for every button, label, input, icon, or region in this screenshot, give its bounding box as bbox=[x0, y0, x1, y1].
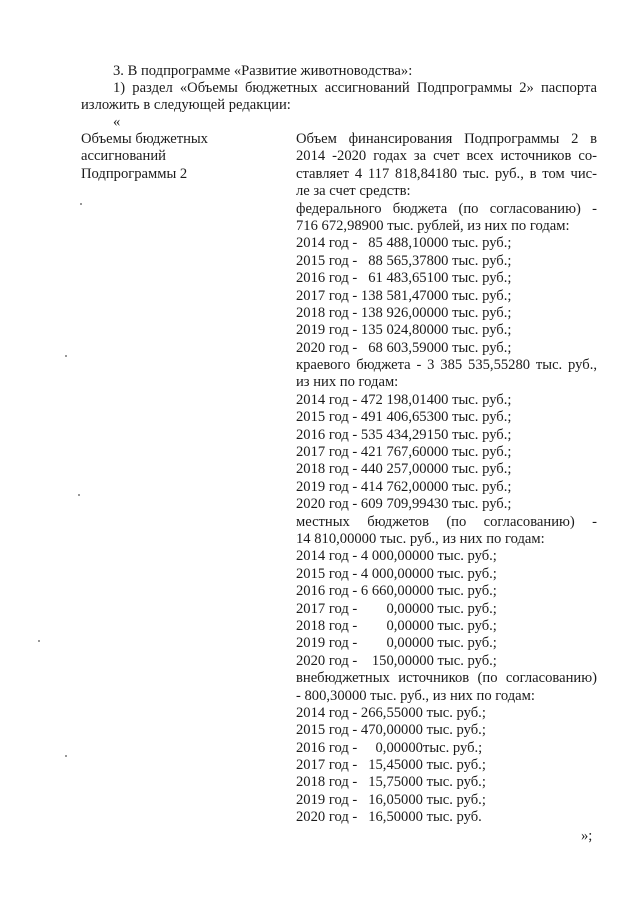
financing-line: федерального бюджета (по согласованию) - bbox=[296, 200, 597, 217]
financing-line: 2018 год - 440 257,00000 тыс. руб.; bbox=[296, 461, 512, 478]
intro-line-2: изложить в следующей редакции: bbox=[81, 97, 291, 113]
section-heading: 3. В подпрограмме «Развитие животноводства»: bbox=[113, 63, 413, 79]
financing-line: 2016 год - 535 434,29150 тыс. руб.; bbox=[296, 426, 512, 443]
financing-line: местных бюджетов (по согласованию) - bbox=[296, 513, 597, 530]
financing-line: краевого бюджета - 3 385 535,55280 тыс. руб., bbox=[296, 357, 597, 374]
financing-line: 2020 год - 150,00000 тыс. руб.; bbox=[296, 652, 497, 669]
financing-line: 2019 год - 414 762,00000 тыс. руб.; bbox=[296, 478, 512, 495]
scan-speck bbox=[78, 494, 80, 496]
financing-line: 2014 год - 472 198,01400 тыс. руб.; bbox=[296, 391, 512, 408]
financing-line: ле за счет средств: bbox=[296, 183, 411, 200]
financing-line: из них по годам: bbox=[296, 374, 399, 391]
financing-line: 2019 год - 135 024,80000 тыс. руб.; bbox=[296, 322, 512, 339]
financing-line: 2015 год - 88 565,37800 тыс. руб.; bbox=[296, 252, 512, 269]
financing-line: 2019 год - 0,00000 тыс. руб.; bbox=[296, 635, 497, 652]
intro-line-1: 1) раздел «Объемы бюджетных ассигнований Подпрограммы 2» паспорта bbox=[113, 80, 597, 96]
left-label-line: ассигнований bbox=[81, 148, 166, 165]
left-label-line: Объемы бюджетных bbox=[81, 131, 208, 147]
financing-line: 2015 год - 491 406,65300 тыс. руб.; bbox=[296, 409, 512, 426]
right-column-financing bbox=[296, 131, 597, 827]
financing-line: внебюджетных источников (по согласованию) bbox=[296, 670, 597, 687]
financing-line: 2014 -2020 годах за счет всех источников со- bbox=[296, 148, 597, 165]
financing-line: 2015 год - 4 000,00000 тыс. руб.; bbox=[296, 565, 497, 582]
financing-line: - 800,30000 тыс. руб., из них по годам: bbox=[296, 687, 535, 704]
financing-line: 2020 год - 16,50000 тыс. руб. bbox=[296, 809, 482, 826]
close-quote: »; bbox=[581, 828, 593, 844]
financing-line: 14 810,00000 тыс. руб., из них по годам: bbox=[296, 530, 545, 547]
financing-line: 2017 год - 15,45000 тыс. руб.; bbox=[296, 757, 486, 774]
financing-line: 2015 год - 470,00000 тыс. руб.; bbox=[296, 722, 486, 739]
financing-line: 2017 год - 0,00000 тыс. руб.; bbox=[296, 600, 497, 617]
financing-line: 2016 год - 0,00000тыс. руб.; bbox=[296, 739, 483, 756]
open-quote: « bbox=[113, 114, 121, 130]
financing-line: 2016 год - 6 660,00000 тыс. руб.; bbox=[296, 583, 497, 600]
left-label-line: Подпрограммы 2 bbox=[81, 165, 188, 182]
financing-line: 2020 год - 68 603,59000 тыс. руб.; bbox=[296, 339, 512, 356]
scan-speck bbox=[65, 755, 67, 757]
financing-line: 2018 год - 15,75000 тыс. руб.; bbox=[296, 774, 486, 791]
financing-line: 2014 год - 85 488,10000 тыс. руб.; bbox=[296, 235, 512, 252]
financing-line: 2014 год - 266,55000 тыс. руб.; bbox=[296, 704, 486, 721]
financing-line: ставляет 4 117 818,84180 тыс. руб., в том чис- bbox=[296, 165, 597, 182]
financing-line: 2018 год - 138 926,00000 тыс. руб.; bbox=[296, 304, 512, 321]
financing-line: Объем финансирования Подпрограммы 2 в bbox=[296, 131, 597, 147]
financing-line: 2016 год - 61 483,65100 тыс. руб.; bbox=[296, 270, 512, 287]
scan-speck bbox=[38, 640, 40, 642]
financing-line: 2018 год - 0,00000 тыс. руб.; bbox=[296, 617, 497, 634]
financing-line: 2019 год - 16,05000 тыс. руб.; bbox=[296, 791, 486, 808]
left-column-label bbox=[81, 131, 281, 183]
financing-line: 2014 год - 4 000,00000 тыс. руб.; bbox=[296, 548, 497, 565]
financing-line: 2017 год - 138 581,47000 тыс. руб.; bbox=[296, 287, 512, 304]
financing-line: 2017 год - 421 767,60000 тыс. руб.; bbox=[296, 444, 512, 461]
scan-speck bbox=[65, 355, 67, 357]
scan-speck bbox=[80, 203, 82, 205]
financing-line: 2020 год - 609 709,99430 тыс. руб.; bbox=[296, 496, 512, 513]
financing-line: 716 672,98900 тыс. рублей, из них по годам: bbox=[296, 217, 570, 234]
